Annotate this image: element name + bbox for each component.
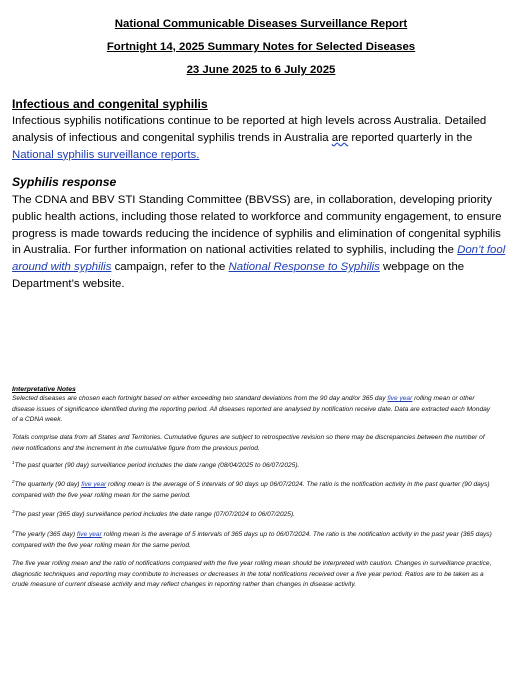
section-response-body bbox=[12, 192, 510, 293]
response-text-3: webpage on the Department’s website. bbox=[12, 261, 465, 290]
note-paragraph bbox=[12, 510, 492, 521]
report-date-range: 23 June 2025 to 6 July 2025 bbox=[186, 64, 336, 76]
note-paragraph bbox=[12, 461, 492, 472]
report-title: National Communicable Diseases Surveillance Report bbox=[114, 18, 408, 30]
note-text: rolling mean or other disease issues of significance identified during the reporting period. All diseases reported are analysed by notification receive date. Data are extracted each Monday of a CDNA week. bbox=[12, 395, 491, 424]
section-response-heading: Syphilis response bbox=[12, 175, 117, 189]
footnote-marker: 2 bbox=[12, 478, 15, 484]
national-response-link[interactable]: National Response to Syphilis bbox=[228, 261, 380, 274]
section-syphilis-heading: Infectious and congenital syphilis bbox=[12, 97, 208, 111]
notes-block bbox=[12, 433, 492, 454]
note-text: The quarterly (90 day) bbox=[14, 481, 82, 488]
report-subtitle: Fortnight 14, 2025 Summary Notes for Selected Diseases bbox=[106, 41, 416, 53]
response-text-1: The CDNA and BBV STI Standing Committee (BBVSS) are, in collaboration, developing priority public health actions, including those related to workforce and community engagement, to ensure progress is made towards reducing the incidence of syphilis and elimination of congenital syphilis in Australia. For further information on national activities related to syphilis, including the bbox=[12, 194, 502, 257]
note-paragraph: Totals comprise data from all States and Territories. Cumulative figures are subject to retrospective revision so there may be discrepancies between the number of new notifications and the increment in the cumulative figure from the previous period. bbox=[12, 434, 485, 452]
notes-block bbox=[12, 394, 492, 426]
note-link[interactable]: five year bbox=[76, 531, 102, 538]
notes-block bbox=[12, 461, 492, 472]
spellcheck-word: are bbox=[331, 131, 349, 144]
note-text: The past quarter (90 day) surveillance period includes the date range (08/04/2025 to 06/07/2025). bbox=[14, 462, 300, 469]
response-text-2: campaign, refer to the bbox=[111, 261, 229, 274]
notes-block bbox=[12, 510, 492, 521]
note-paragraph: The five year rolling mean and the ratio of notifications compared with the five year rolling mean should be interpreted with caution. Changes in surveillance practice, diagnostic techniques and reporting may contribute to increases or decreases in the total notifications received over a five year period. Ratios are to be taken as a crude measure of current disease activity and may reflect changes in reporting rather than changes in disease activity. bbox=[12, 560, 492, 589]
surveillance-reports-link[interactable]: National syphilis surveillance reports. bbox=[12, 148, 200, 161]
notes-block bbox=[12, 559, 492, 591]
note-text: The past year (365 day) surveillance period includes the date range (07/07/2024 to 06/07/2025). bbox=[14, 511, 295, 518]
section-syphilis-text-end: reported quarterly in the bbox=[348, 131, 473, 144]
note-paragraph bbox=[12, 530, 492, 551]
note-text: rolling mean is the average of 5 intervals of 365 days up to 06/07/2024. The ratio is the notification activity in the past year (365 days) compared with the five year rolling mean for the same period. bbox=[12, 531, 492, 549]
note-text: Selected diseases are chosen each fortnight based on either exceeding two standard deviations from the 90 day and/or 365 day bbox=[12, 395, 388, 402]
footnote-marker: 3 bbox=[12, 508, 15, 514]
footnote-marker: 1 bbox=[12, 459, 15, 465]
note-link[interactable]: five year bbox=[387, 395, 413, 402]
footnote-marker: 4 bbox=[12, 528, 15, 534]
note-paragraph bbox=[12, 394, 492, 426]
note-paragraph bbox=[12, 480, 492, 501]
note-text: rolling mean is the average of 5 intervals of 90 days up 06/07/2024. The ratio is the notification activity in the past quarter (90 days) compared with the five year rolling mean for the same period. bbox=[12, 481, 490, 499]
notes-heading: Interpretative Notes bbox=[12, 386, 76, 393]
notes-block bbox=[12, 530, 492, 551]
dont-fool-around-link[interactable]: Don’t fool around with syphilis bbox=[12, 244, 506, 274]
note-link[interactable]: five year bbox=[81, 481, 107, 488]
note-text: The yearly (365 day) bbox=[14, 531, 77, 538]
section-syphilis-text: Infectious syphilis notifications continue to be reported at high levels across Australia. Detailed analysis of infectious and congenital syphilis trends in Australia bbox=[12, 115, 487, 144]
section-syphilis-body bbox=[12, 113, 510, 163]
notes-block bbox=[12, 480, 492, 501]
